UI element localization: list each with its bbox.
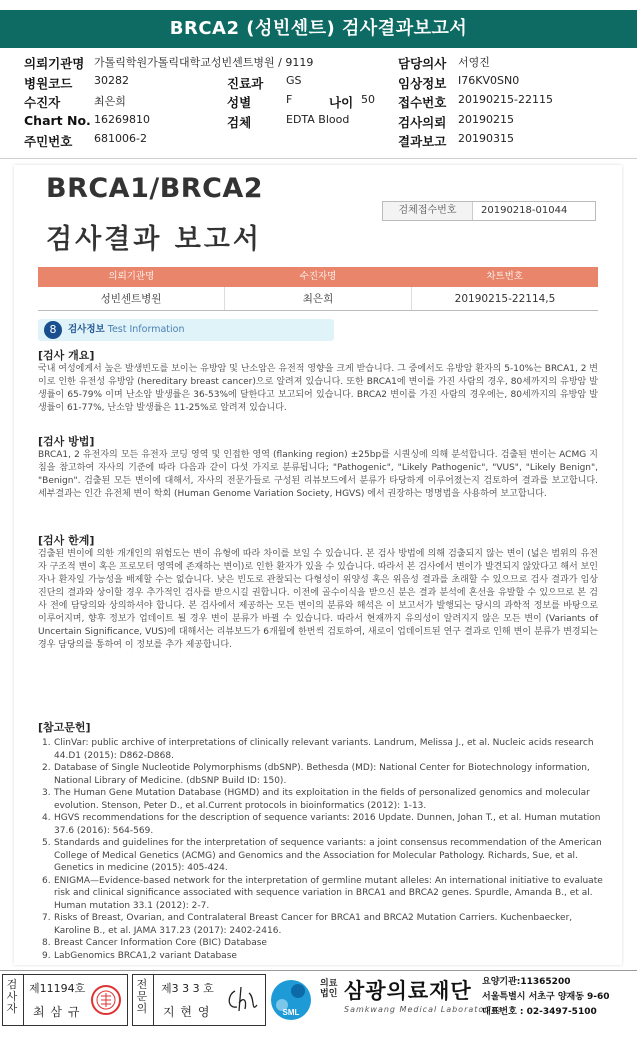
meta-value: 최은희 [94,95,126,108]
meta-label: 임상정보 [398,75,447,91]
tester-name: 최 삼 규 [33,1005,81,1019]
meta-value: F [286,93,293,106]
meta-label: 병원코드 [24,75,73,91]
table-header-cell: 의뢰기관명 [108,271,155,282]
specimen-number-box [382,201,596,221]
institution-code: 요양기관:11365200 [482,977,571,987]
report-title-bar: BRCA2 (성빈센트) 검사결과보고서 [0,10,637,48]
meta-label: 나이 [329,95,354,110]
meta-value: 가톨릭학원가톨릭대학교성빈센트병원 / 9119 [94,56,314,69]
meta-value: 20190215 [458,112,514,126]
test-information-label-en: Test Information [107,324,185,335]
section-heading: [검사 개요] [38,349,95,362]
meta-value: 서영진 [458,56,490,69]
contact-info [482,975,637,1020]
specialist-license-no: 제3 3 3 호 [161,982,214,995]
meta-value: 50 [361,93,375,106]
reference-item: 1. ClinVar: public archive of interpretations of clinically relevant variants. Landrum, Melissa J., et al. Nucleic acids research 44.D1 (2015): D862-D868. [42,738,594,761]
phone-number: 대표번호 : 02-3497-5100 [482,1007,597,1017]
specialist-name: 지 현 영 [163,1005,211,1019]
meta-value: GS [286,73,302,87]
tester-license-no: 제11194호 [29,982,86,995]
meta-row [24,113,624,133]
meta-value: 30282 [94,73,129,87]
meta-value: 16269810 [94,112,150,126]
meta-label: 성별 [227,95,252,110]
ribbon-icon: 8 [44,321,62,339]
box-divider [153,975,154,1025]
reference-item: 7. Risks of Breast, Ovarian, and Contralateral Breast Cancer for BRCA1 and BRCA2 Mutation Carriers. Kuchenbaecker, Karoline B., et al. JAMA 317.23 (2017): 2402-2416. [42,913,573,936]
foundation-prefix: 의료법인 [320,979,338,999]
meta-label: 수진자 [24,95,61,110]
section-body: 국내 여성에게서 높은 발생빈도를 보이는 유방암 및 난소암은 유전적 영향을 크게 받습니다. 그 중에서도 유방암 환자의 5-10%는 BRCA1, 2 변이로 인한 유전성 유방암 (hereditary breast cancer)으로 알려져 있습니다. 또한 BRCA1에 변이를 가진 사람의 경우, 80세까지의 유방암 발생률이 65-79% 이며 난소암 발생률은 36-53%에 달한다고 보고되어 있습니다. BRCA2 변이를 가진 사람의 경우에는, 80세까지의 유방암 발생률이 61-77%, 난소암 발생률은 11-25%로 알려져 있습니다. [38,364,598,413]
sml-logo-text: SML [282,1008,300,1017]
reference-item: 2. Database of Single Nucleotide Polymorphisms (dbSNP). Bethesda (MD): National Center for Biotechnology information, National Library of Medicine. (dbSNP Build ID: 150). [42,763,590,786]
table-row [38,287,598,311]
reference-item: 5. Standards and guidelines for the interpretation of sequence variants: a joint consensus recommendation of the American College of Medical Genetics (ACMG) and Genomics and the Association for Molecular Pathology. Richards, Sue, et al. Genetics in medicine (2015): 405-424. [42,838,602,873]
meta-label: 결과보고 [398,134,447,149]
meta-row [24,132,624,152]
box-divider [23,975,24,1025]
meta-label: 주민번호 [24,134,73,149]
meta-row [24,54,624,74]
meta-label: 담당의사 [398,56,447,71]
signature-icon [221,983,261,1019]
meta-row [24,93,624,113]
reference-item: 8. Breast Cancer Information Core (BIC) Database [42,938,267,948]
meta-label: 접수번호 [398,95,447,110]
patient-meta [24,54,624,152]
references-heading: [참고문헌] [38,721,91,734]
references-list [38,737,604,962]
meta-row [24,74,624,94]
report-document[interactable] [14,165,622,965]
request-info-table [38,267,598,311]
sml-logo-icon [268,977,314,1023]
foundation-english-name: Samkwang Medical Laboratories [344,1005,503,1014]
meta-value: 20190215-22115 [458,93,553,106]
specimen-number-label: 검체접수번호 [383,202,473,220]
section-heading: [검사 한계] [38,534,95,547]
reference-item: 3. The Human Gene Mutation Database (HGMD) and its exploitation in the fields of personalized genomics and molecular evolution. Stenson, Peter D., et al.Current protocols in bioinformatics (2012): 1-13. [42,788,590,811]
meta-label: 검체 [227,114,252,130]
report-title-line2: 검사결과 보고서 [46,224,262,255]
section-body: 검출된 변이에 의한 개개인의 위험도는 변이 유형에 따라 차이를 보일 수 있습니다. 본 검사 방법에 의해 검출되지 않는 변이 (넓은 범위의 유전자 구조적 변이 혹은 프로모터 영역에 존재하는 변이)로 인한 환자가 있을 수 있습니다. 따라서 본 검사에서 변이가 발견되지 않았다고 해서 보인자나 환자일 가능성을 배제할 수는 없습니다. 낮은 빈도로 관찰되는 다형성이 위양성 혹은 위음성 결과를 초래할 수 있으므로 검사 결과가 임상진단의 결과와 상이할 경우 추가적인 검사를 받으시길 권합니다. 이전에 골수이식을 받으신 분은 결과 분석에 혼선을 유발할 수 있으므로 본 검사 전에 담당의와 상의하셔야 합니다. 본 검사에서 제공하는 모든 변이의 분류와 해석은 이 보고서가 발행되는 당시의 과학적 정보를 바탕으로 이루어지며, 향후 정보가 업데이트 될 경우 변이 분류가 바뀔 수 있습니다. 따라서 현재까지 유의성이 알려지지 않은 모든 변이 (Variants of Uncertain Significance, VUS)에 대해서는 리뷰보드가 6개월에 한번씩 검토하여, 새로이 업데이트된 연구 결과로 인해 변이 분류가 변경되는 경우 담당의를 통하여 이 정보를 추가 제공합니다. [38,549,598,650]
table-cell: 성빈센트병원 [38,287,225,310]
specimen-number-value: 20190218-01044 [481,205,568,216]
meta-value: EDTA Blood [286,112,350,126]
meta-value: 681006-2 [94,132,147,145]
header-divider [0,158,637,159]
report-title-line1: BRCA1/BRCA2 [46,173,264,204]
foundation-name: 삼광의료재단 [344,979,472,1003]
address: 서울특별시 서초구 양재동 9-60 [482,992,610,1002]
tester-box [2,974,128,1026]
reference-item: 4. HGVS recommendations for the description of sequence variants: 2016 Update. Dunnen, Johan T., et al. Human mutation 37.6 (2016): 564-569. [42,813,601,836]
meta-label: 의뢰기관명 [24,56,85,71]
specialist-box [132,974,266,1026]
table-cell: 최은희 [225,287,412,310]
table-header-row [38,267,598,287]
table-header-cell: 차트번호 [486,271,524,282]
tester-label: 검사자 [6,978,18,1015]
section-body: BRCA1, 2 유전자의 모든 유전자 코딩 영역 및 인접한 영역 (flanking region) ±25bp를 시퀀싱에 의해 분석합니다. 검출된 변이는 ACMG 지침을 참고하여 자사의 기준에 따라 다음과 같이 다섯 가지로 분류됩니다; "Pathogenic", "Likely Pathogenic", "VUS", "Likely Benign", "Benign". 검출된 모든 변이에 대해서, 자사의 전문가들로 구성된 리뷰보드에서 분류가 타당하게 이루어졌는지 검토하여 결과를 보고합니다. 세부결과는 인간 유전체 변이 학회 (Human Genome Variation Society, HGVS) 에서 권장하는 명명법을 사용하여 보고합니다. [38,450,598,499]
meta-label: 진료과 [227,75,264,91]
test-information-label-ko: 검사정보 [68,324,105,335]
red-seal-icon [91,985,121,1015]
reference-item: 6. ENIGMA—Evidence-based network for the interpretation of germline mutant alleles: An international initiative to evaluate risk and clinical significance associated with sequence variation in BRCA1 and BRCA2 genes. Spurdle, Amanda B., et al. Human mutation 33.1 (2012): 2-7. [42,875,603,911]
section-heading: [검사 방법] [38,435,95,448]
table-header-cell: 수진자명 [299,271,337,282]
test-information-banner [38,319,334,341]
meta-label: 검사의뢰 [398,114,447,130]
meta-label: Chart No. [24,112,91,128]
table-cell: 20190215-22114,5 [454,293,556,305]
meta-value: 20190315 [458,132,514,145]
report-footer [0,970,637,1039]
specialist-label: 전문의 [136,978,148,1015]
meta-value: I76KV0SN0 [458,73,520,87]
reference-item: 9. LabGenomics BRCA1,2 variant Database [42,950,237,961]
